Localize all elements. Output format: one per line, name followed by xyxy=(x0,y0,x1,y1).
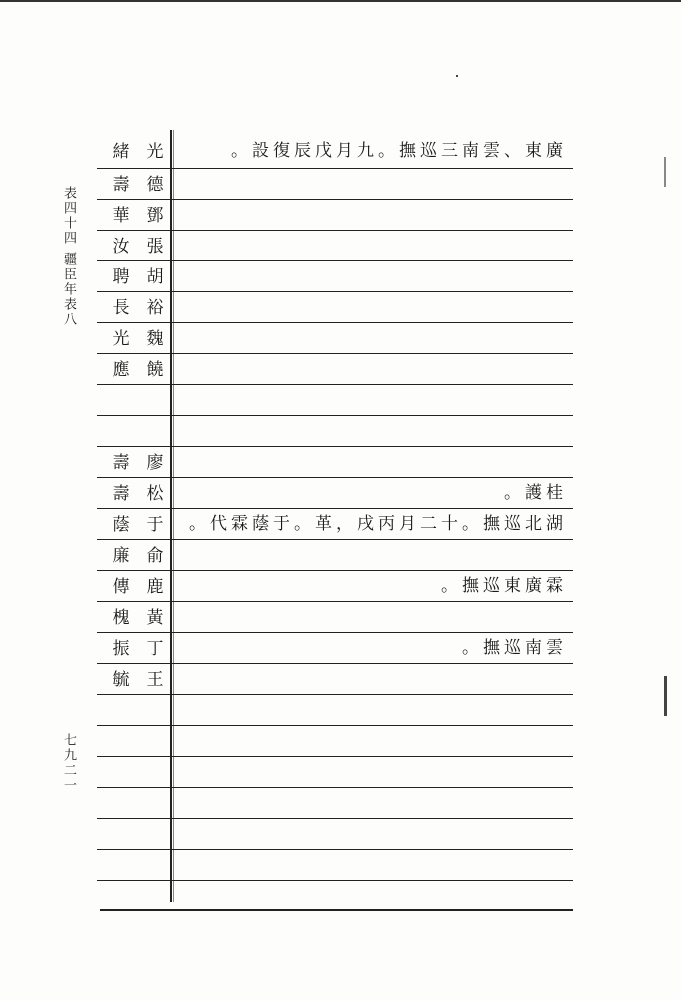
name-surname-char: 丁 xyxy=(146,638,164,659)
name-surname-char xyxy=(144,423,166,441)
scan-mark xyxy=(664,157,666,187)
row-rule xyxy=(97,446,573,447)
row-rule xyxy=(97,353,573,354)
name-surname-char: 松 xyxy=(146,483,164,504)
name-given-char: 應 xyxy=(112,359,130,380)
name-given-char: 傳 xyxy=(112,576,130,597)
name-surname-char: 于 xyxy=(146,514,164,535)
row-rule xyxy=(97,632,573,633)
page-top-border xyxy=(0,0,681,2)
name-given-char xyxy=(110,392,132,410)
scan-mark xyxy=(664,676,667,716)
row-note: 廣東、雲南三巡撫。九月戊辰復設。 xyxy=(231,141,567,161)
name-given-char: 汝 xyxy=(112,236,130,257)
row-rule xyxy=(97,756,573,757)
name-given-char: 聘 xyxy=(112,266,130,287)
row-rule xyxy=(97,601,573,602)
name-given-char: 振 xyxy=(112,638,130,659)
name-surname-char: 俞 xyxy=(146,545,164,566)
name-surname-char: 廖 xyxy=(146,452,164,473)
name-surname-char: 德 xyxy=(146,174,164,195)
row-rule xyxy=(97,291,573,292)
row-rule xyxy=(97,849,573,850)
name-given-char: 蔭 xyxy=(112,514,130,535)
row-rule xyxy=(97,199,573,200)
row-rule xyxy=(97,260,573,261)
row-rule xyxy=(97,663,573,664)
name-given-char: 長 xyxy=(112,297,130,318)
row-rule xyxy=(97,508,573,509)
row-rule xyxy=(97,168,573,169)
name-given-char: 壽 xyxy=(112,483,130,504)
ink-speck xyxy=(456,75,458,77)
row-rule xyxy=(97,725,573,726)
name-given-char: 壽 xyxy=(112,174,130,195)
row-rule xyxy=(97,415,573,416)
row-note: 霖廣東巡撫。 xyxy=(441,576,567,596)
name-given-char xyxy=(110,423,132,441)
row-rule xyxy=(97,477,573,478)
name-given-char: 壽 xyxy=(112,452,130,473)
page-number: 七九二一 xyxy=(61,733,76,793)
row-note: 湖北巡撫。十二月丙戌，革。于蔭霖代。 xyxy=(189,514,567,534)
name-surname-char: 鄧 xyxy=(146,205,164,226)
name-given-char: 毓 xyxy=(112,669,130,690)
name-surname-char: 胡 xyxy=(146,266,164,287)
row-rule xyxy=(97,230,573,231)
name-surname-char: 鹿 xyxy=(146,576,164,597)
name-given-char: 槐 xyxy=(112,607,130,628)
name-surname-char: 王 xyxy=(146,669,164,690)
name-given-char: 緒 xyxy=(112,141,130,162)
name-surname-char: 饒 xyxy=(146,359,164,380)
name-surname-char: 黃 xyxy=(146,607,164,628)
name-surname-char: 裕 xyxy=(146,297,164,318)
name-surname-char: 光 xyxy=(146,141,164,162)
name-given-char: 光 xyxy=(112,328,130,349)
row-rule xyxy=(97,787,573,788)
row-rule xyxy=(97,539,573,540)
row-rule xyxy=(97,570,573,571)
name-surname-char: 張 xyxy=(146,236,164,257)
name-surname-char: 魏 xyxy=(146,328,164,349)
name-surname-char xyxy=(144,392,166,410)
name-given-char: 廉 xyxy=(112,545,130,566)
row-rule xyxy=(97,818,573,819)
side-title: 表四十四 疆臣年表八 xyxy=(61,186,76,328)
row-rule xyxy=(97,384,573,385)
row-note: 桂護。 xyxy=(504,483,567,503)
row-note: 雲南巡撫。 xyxy=(462,638,567,658)
table-bottom-border xyxy=(100,909,573,911)
row-rule xyxy=(97,880,573,881)
row-rule xyxy=(97,322,573,323)
row-rule xyxy=(97,694,573,695)
name-given-char: 華 xyxy=(112,205,130,226)
